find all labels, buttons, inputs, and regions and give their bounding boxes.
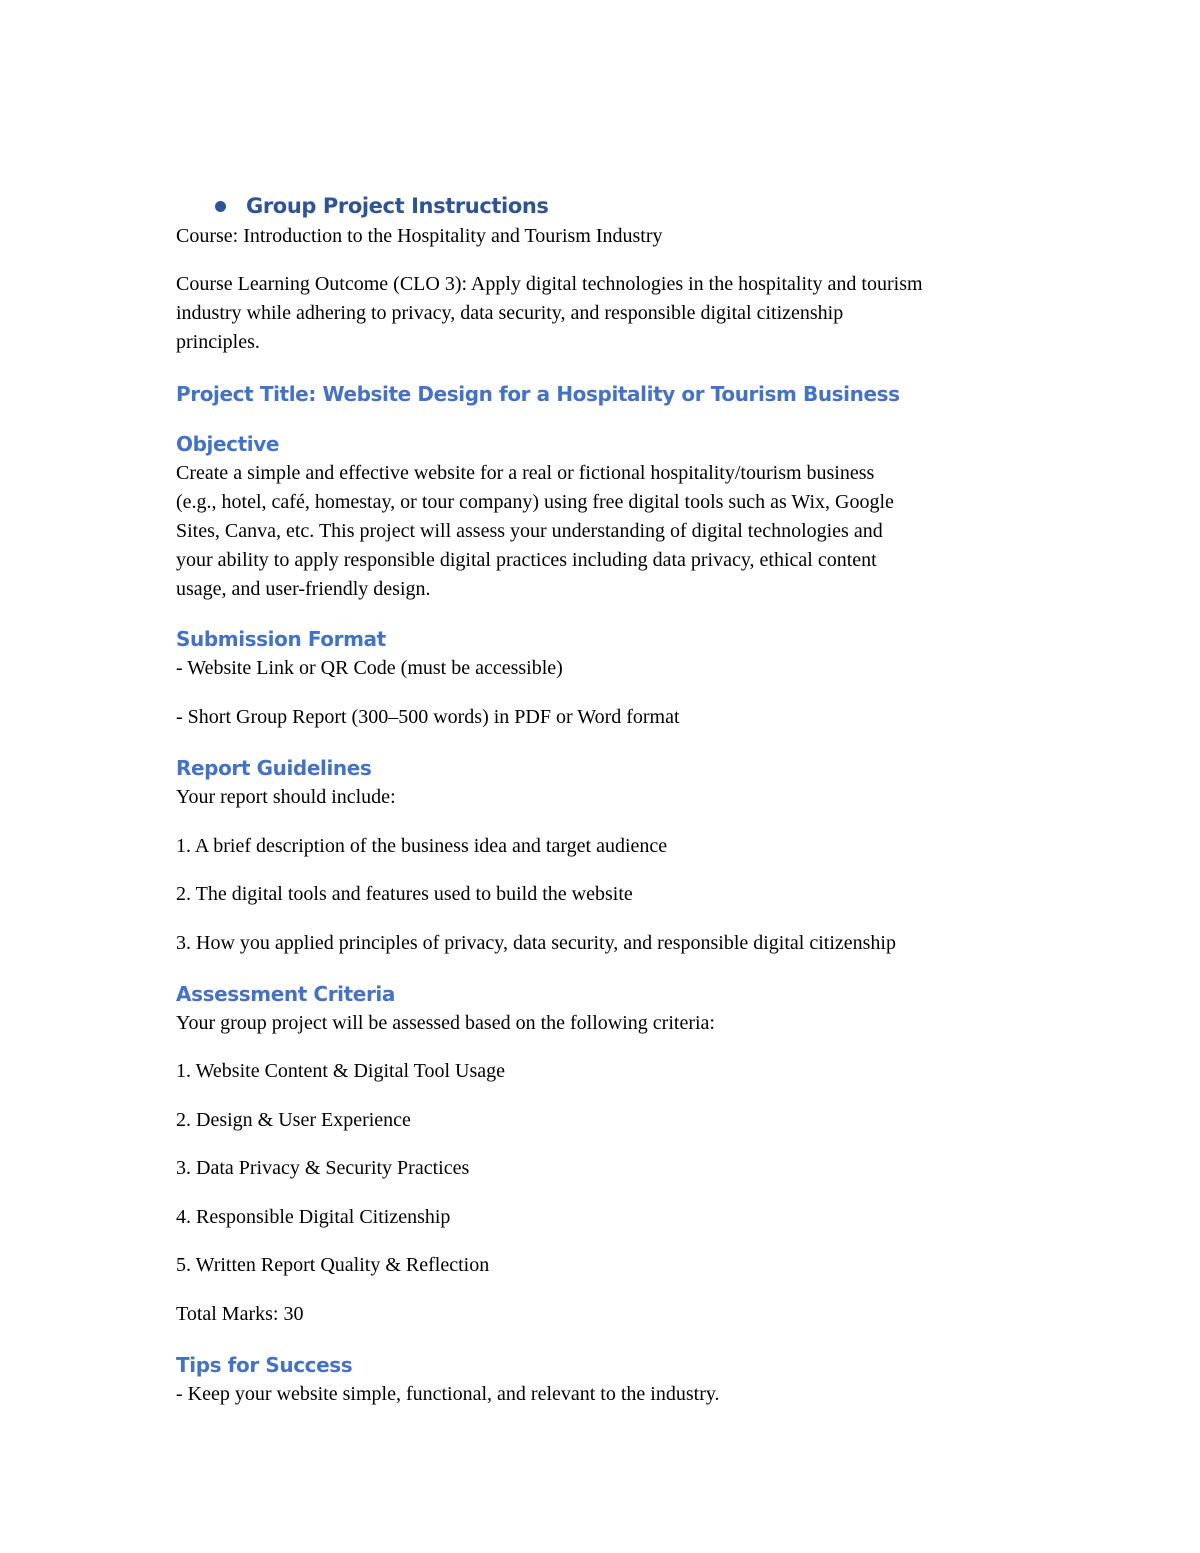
assessment-item-5: 5. Written Report Quality & Reflection (176, 1254, 490, 1276)
project-title-heading: Project Title: Website Design for a Hospitality or Tourism Business (176, 382, 900, 406)
objective-line-3: Sites, Canva, etc. This project will assess your understanding of digital technologies and (176, 520, 883, 542)
objective-line-5: usage, and user-friendly design. (176, 578, 431, 600)
submission-format-heading: Submission Format (176, 627, 386, 651)
title-bullet-icon (215, 201, 226, 212)
objective-line-1: Create a simple and effective website for a real or fictional hospitality/tourism business (176, 462, 875, 484)
objective-line-2: (e.g., hotel, café, homestay, or tour company) using free digital tools such as Wix, Google (176, 491, 894, 513)
report-item-3: 3. How you applied principles of privacy, data security, and responsible digital citizenship (176, 932, 896, 954)
submission-item-1: - Website Link or QR Code (must be accessible) (176, 657, 563, 679)
report-guidelines-heading: Report Guidelines (176, 756, 372, 780)
objective-line-4: your ability to apply responsible digital practices including data privacy, ethical content (176, 549, 877, 571)
report-item-2: 2. The digital tools and features used to build the website (176, 883, 633, 905)
course-line: Course: Introduction to the Hospitality and Tourism Industry (176, 225, 663, 247)
assessment-item-4: 4. Responsible Digital Citizenship (176, 1206, 451, 1228)
tips-item-1: - Keep your website simple, functional, and relevant to the industry. (176, 1383, 720, 1405)
clo-line-1: Course Learning Outcome (CLO 3): Apply digital technologies in the hospitality and tourism (176, 273, 923, 295)
clo-line-3: principles. (176, 331, 260, 353)
assessment-item-3: 3. Data Privacy & Security Practices (176, 1157, 470, 1179)
report-intro: Your report should include: (176, 786, 396, 808)
assessment-item-1: 1. Website Content & Digital Tool Usage (176, 1060, 505, 1082)
tips-heading: Tips for Success (176, 1353, 353, 1377)
report-item-1: 1. A brief description of the business idea and target audience (176, 835, 668, 857)
document-title: Group Project Instructions (246, 194, 549, 218)
clo-line-2: industry while adhering to privacy, data security, and responsible digital citizenship (176, 302, 844, 324)
assessment-item-2: 2. Design & User Experience (176, 1109, 411, 1131)
objective-heading: Objective (176, 432, 280, 456)
submission-item-2: - Short Group Report (300–500 words) in PDF or Word format (176, 706, 680, 728)
total-marks: Total Marks: 30 (176, 1303, 304, 1325)
assessment-criteria-heading: Assessment Criteria (176, 982, 395, 1006)
assessment-intro: Your group project will be assessed based on the following criteria: (176, 1012, 715, 1034)
